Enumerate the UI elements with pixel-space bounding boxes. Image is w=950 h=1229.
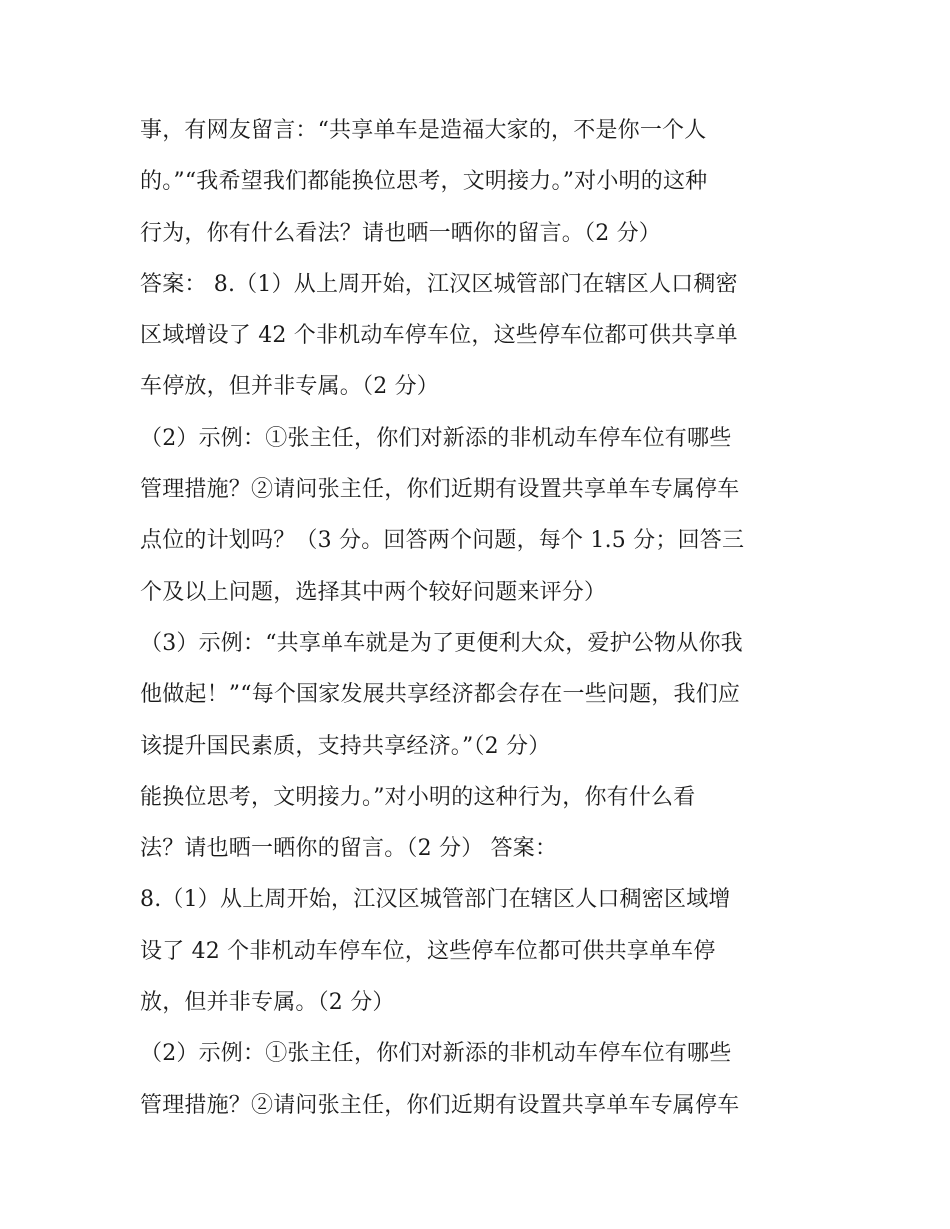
- text-line-3: 行为，你有什么看法？请也晒一晒你的留言。（2 分）: [140, 220, 661, 246]
- text-line-12: 他做起！”“每个国家发展共享经济都会存在一些问题，我们应: [140, 682, 741, 708]
- text-line-2: 的。”“我希望我们都能换位思考，文明接力。”对小明的这种: [140, 169, 708, 195]
- text-line-14: 能换位思考，文明接力。”对小明的这种行为，你有什么看: [140, 784, 696, 810]
- text-line-17: 设了 42 个非机动车停车位，这些停车位都可供共享单车停: [140, 938, 716, 964]
- text-line-6: 车停放，但并非专属。（2 分）: [140, 374, 439, 400]
- text-line-7: （2）示例：①张主任，你们对新添的非机动车停车位有哪些: [140, 425, 732, 451]
- text-line-9: 点位的计划吗？（3 分。回答两个问题，每个 1.5 分；回答三: [140, 528, 745, 554]
- text-line-10: 个及以上问题，选择其中两个较好问题来评分）: [140, 579, 607, 605]
- text-line-16: 8.（1）从上周开始，江汉区城管部门在辖区人口稠密区域增: [140, 887, 731, 913]
- text-line-15: 法？请也晒一晒你的留言。（2 分） 答案：: [140, 836, 558, 862]
- text-line-11: （3）示例：“共享单车就是为了更便利大众，爱护公物从你我: [140, 630, 743, 656]
- text-line-18: 放，但并非专属。（2 分）: [140, 990, 395, 1016]
- text-line-20: 管理措施？②请问张主任，你们近期有设置共享单车专属停车: [140, 1092, 740, 1118]
- text-line-5: 区域增设了 42 个非机动车停车位，这些停车位都可供共享单: [140, 323, 738, 349]
- text-line-19: （2）示例：①张主任，你们对新添的非机动车停车位有哪些: [140, 1041, 732, 1067]
- text-line-8: 管理措施？②请问张主任，你们近期有设置共享单车专属停车: [140, 477, 740, 503]
- text-line-13: 该提升国民素质，支持共享经济。”（2 分）: [140, 733, 551, 759]
- text-line-4: 答案： 8.（1）从上周开始，江汉区城管部门在辖区人口稠密: [140, 271, 738, 297]
- document-body: [140, 105, 830, 1131]
- text-line-1: 事，有网友留言：“共享单车是造福大家的，不是你一个人: [140, 118, 707, 143]
